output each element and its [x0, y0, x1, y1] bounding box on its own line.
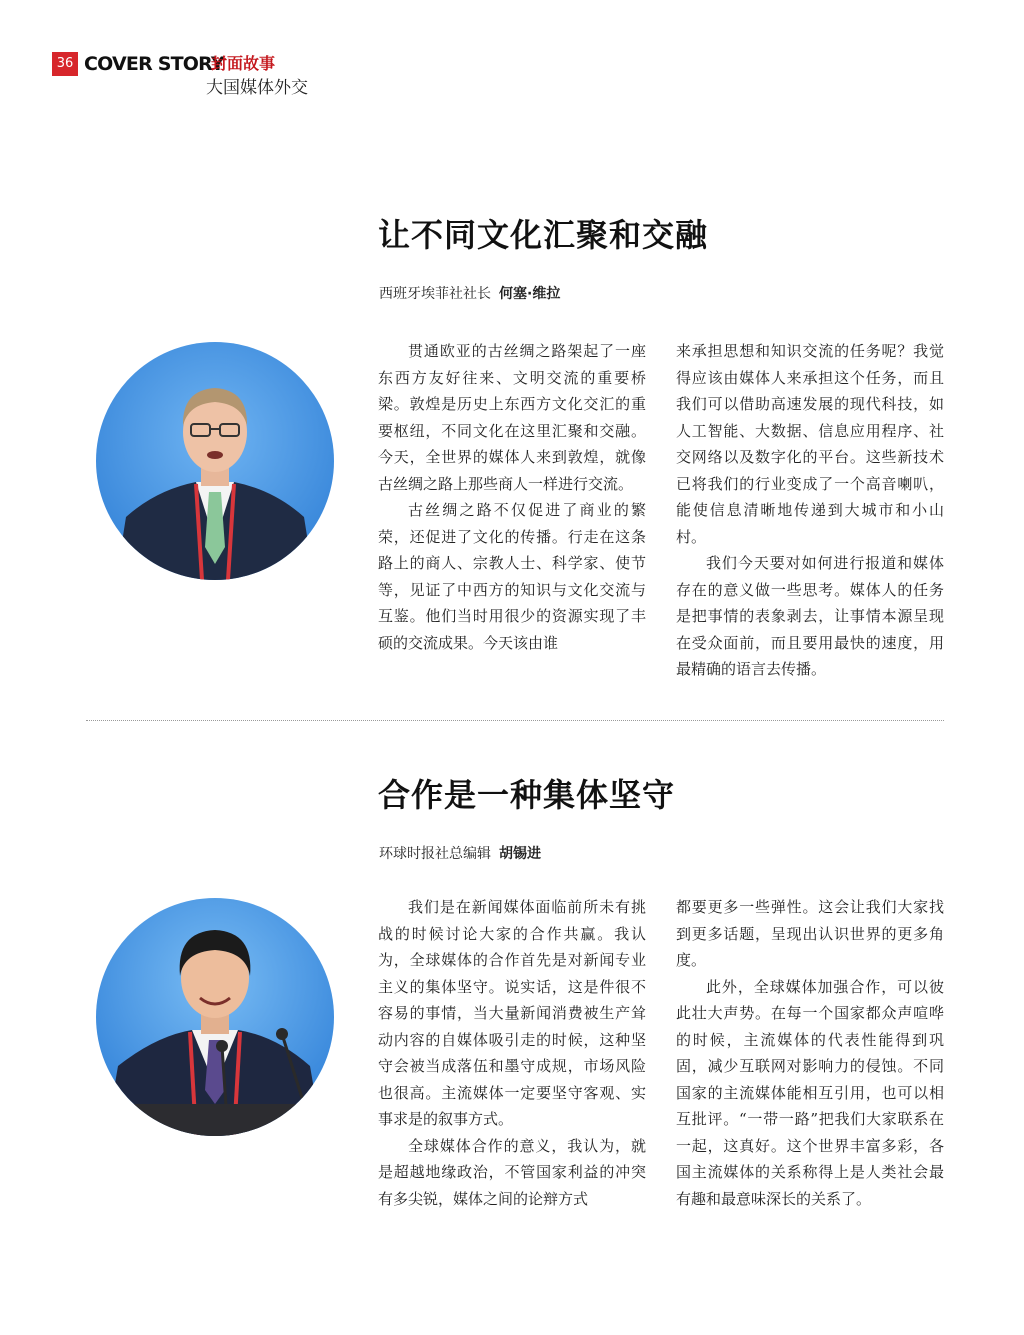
section-title-en: COVER STORY	[84, 53, 224, 75]
column-name: 大国媒体外交	[206, 78, 308, 98]
speaker-portrait-podium-icon	[96, 898, 334, 1136]
section-divider	[86, 720, 944, 721]
article-title: 合作是一种集体坚守	[378, 776, 676, 814]
article-column-right	[676, 338, 944, 683]
article-column-left	[378, 894, 646, 1212]
paragraph: 此外，全球媒体加强合作，可以彼此壮大声势。在每一个国家都众声喧哗的时候，主流媒体的代表性能得到巩固，减少互联网对影响力的侵蚀。不同国家的主流媒体能相互引用，也可以相互批评。“一带一路”把我们大家联系在一起，这真好。这个世界丰富多彩，各国主流媒体的关系称得上是人类社会最有趣和最意味深长的关系了。	[676, 977, 944, 1208]
paragraph: 我们是在新闻媒体面临前所未有挑战的时候讨论大家的合作共赢。我认为，全球媒体的合作首先是对新闻专业主义的集体坚守。说实话，这是件很不容易的事情，当大量新闻消费被生产耸动内容的自媒体吸引走的时候，这种坚守会被当成落伍和墨守成规，市场风险也很高。主流媒体一定要坚守客观、实事求是的叙事方式。	[378, 898, 646, 1128]
paragraph: 全球媒体合作的意义，我认为，就是超越地缘政治，不管国家利益的冲突有多尖锐，媒体之间的论辩方式	[378, 1136, 646, 1208]
paragraph: 古丝绸之路不仅促进了商业的繁荣，还促进了文化的传播。行走在这条路上的商人、宗教人士、科学家、使节等，见证了中西方的知识与文化交流与互鉴。他们当时用很少的资源实现了丰硕的交流成果。今天该由谁	[378, 501, 646, 652]
page-number: 36	[52, 52, 78, 76]
paragraph-continued: 都要更多一些弹性。这会让我们大家找到更多话题，呈现出认识世界的更多角度。	[676, 898, 944, 969]
byline-author: 何塞·维拉	[499, 286, 561, 302]
byline-role: 西班牙埃菲社社长	[379, 286, 491, 302]
section-title-cn: 封面故事	[211, 54, 276, 73]
article-title: 让不同文化汇聚和交融	[378, 216, 709, 254]
paragraph-continued: 来承担思想和知识交流的任务呢？我觉得应该由媒体人来承担这个任务，而且我们可以借助高速发展的现代科技，如人工智能、大数据、信息应用程序、社交网络以及数字化的平台。这些新技术已将我们的行业变成了一个高音喇叭，能使信息清晰地传递到大城市和小山村。	[676, 342, 944, 546]
byline	[379, 282, 560, 306]
speaker-portrait-glasses-icon	[96, 342, 334, 580]
byline-author: 胡锡进	[499, 846, 541, 862]
byline	[379, 842, 541, 866]
byline-role: 环球时报社总编辑	[379, 846, 491, 862]
paragraph: 贯通欧亚的古丝绸之路架起了一座东西方友好往来、文明交流的重要桥梁。敦煌是历史上东西方文化交汇的重要枢纽，不同文化在这里汇聚和交融。今天，全世界的媒体人来到敦煌，就像古丝绸之路上那些商人一样进行交流。	[378, 342, 646, 493]
paragraph: 我们今天要对如何进行报道和媒体存在的意义做一些思考。媒体人的任务是把事情的表象剥去，让事情本源呈现在受众面前，而且要用最快的速度，用最精确的语言去传播。	[676, 554, 944, 678]
article-column-left	[378, 338, 646, 656]
article-column-right	[676, 894, 944, 1212]
